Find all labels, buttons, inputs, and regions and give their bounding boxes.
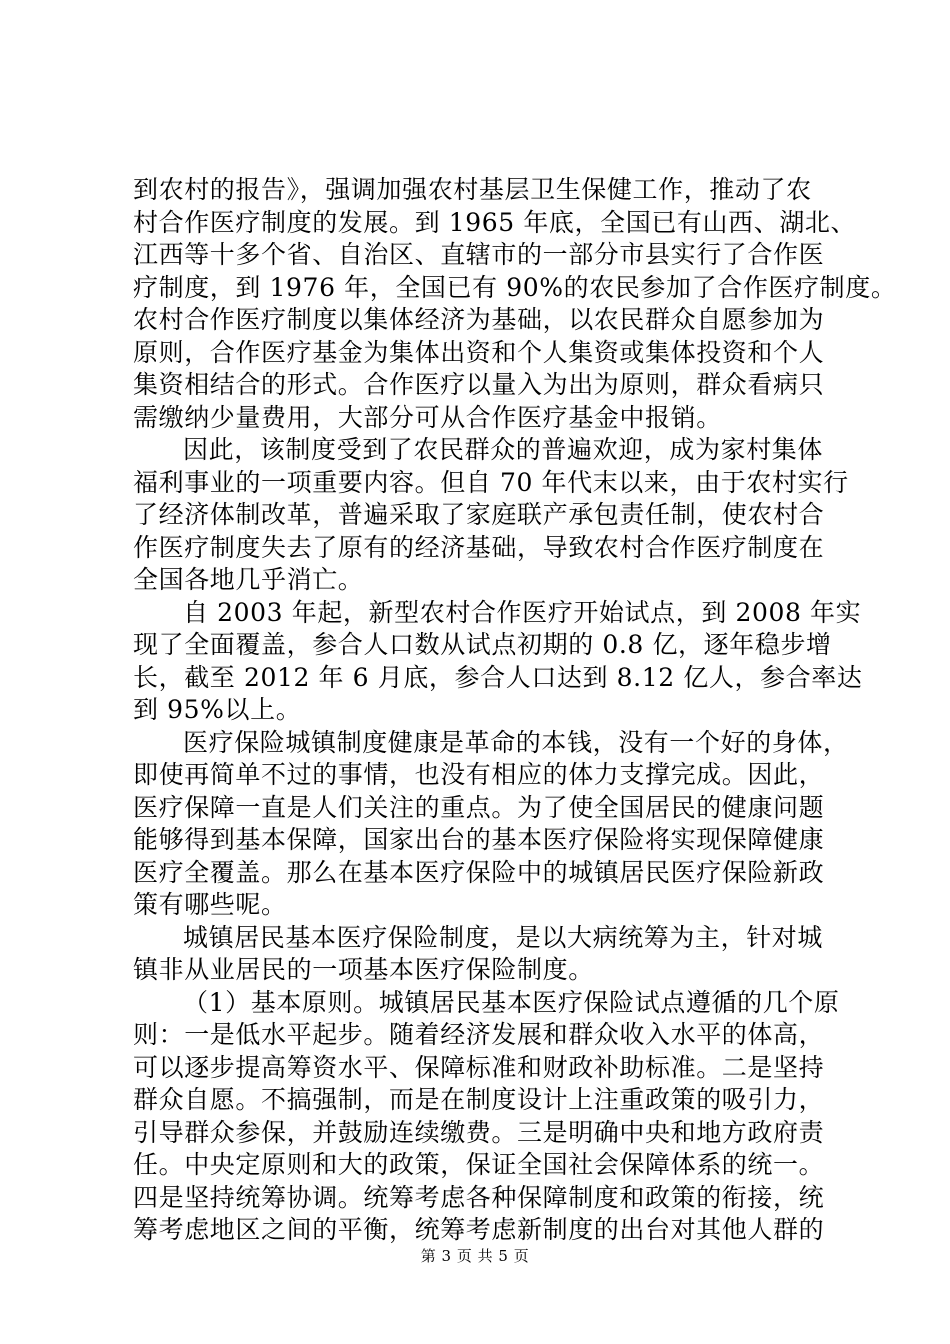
paragraph-first-line: 城镇居民基本医疗保险制度，是以大病统筹为主，针对城 (183, 922, 824, 952)
paragraph-first-line: （1）基本原则。城镇居民基本医疗保险试点遵循的几个原 (183, 987, 840, 1017)
text-line: 引导群众参保，并鼓励连续缴费。三是明确中央和地方政府责 (133, 1117, 825, 1147)
document-body (133, 174, 897, 1247)
text-line: 需缴纳少量费用，大部分可从合作医疗基金中报销。 (133, 402, 722, 432)
text-line: 筹考虑地区之间的平衡，统筹考虑新制度的出台对其他人群的 (133, 1215, 825, 1244)
paragraph-first-line: 医疗保险城镇制度健康是革命的本钱，没有一个好的身体， (183, 727, 849, 757)
text-line: 则：一是低水平起步。随着经济发展和群众收入水平的体高， (133, 1020, 825, 1049)
paragraph-first-line: 因此，该制度受到了农民群众的普遍欢迎，成为家村集体 (183, 435, 824, 464)
text-line: 即使再简单不过的事情，也没有相应的体力支撑完成。因此， (133, 760, 825, 789)
text-line: 可以逐步提高筹资水平、保障标准和财政补助标准。二是坚持 (133, 1052, 825, 1082)
text-line: 任。中央定原则和大的政策，保证全国社会保障体系的统一。 (133, 1150, 825, 1179)
paragraph-first-line: 自 2003 年起，新型农村合作医疗开始试点，到 2008 年实 (183, 597, 862, 627)
text-line: 长，截至 2012 年 6 月底，参合人口达到 8.12 亿人，参合率达 (133, 662, 863, 692)
text-line: 农村合作医疗制度以集体经济为基础，以农民群众自愿参加为 (133, 305, 825, 334)
text-line: 村合作医疗制度的发展。到 1965 年底，全国已有山西、湖北、 (133, 207, 857, 237)
text-line: 到农村的报告》，强调加强农村基层卫生保健工作，推动了农 (133, 175, 812, 204)
text-line: 作医疗制度失去了原有的经济基础，导致农村合作医疗制度在 (133, 532, 825, 562)
text-line: 策有哪些呢。 (133, 890, 287, 919)
text-line: 镇非从业居民的一项基本医疗保险制度。 (133, 955, 594, 984)
text-line: 医疗全覆盖。那么在基本医疗保险中的城镇居民医疗保险新政 (133, 857, 825, 887)
text-line: 到 95%以上。 (133, 695, 302, 724)
text-line: 福利事业的一项重要内容。但自 70 年代末以来，由于农村实行 (133, 467, 849, 497)
text-line: 医疗保障一直是人们关注的重点。为了使全国居民的健康问题 (133, 792, 825, 822)
text-line: 现了全面覆盖，参合人口数从试点初期的 0.8 亿，逐年稳步增 (133, 630, 832, 659)
text-line: 全国各地几乎消亡。 (133, 565, 364, 594)
text-line: 群众自愿。不搞强制，而是在制度设计上注重政策的吸引力， (133, 1085, 825, 1114)
text-line: 四是坚持统筹协调。统筹考虑各种保障制度和政策的衔接，统 (133, 1182, 825, 1212)
text-line: 疗制度，到 1976 年，全国已有 90%的农民参加了合作医疗制度。 (133, 272, 897, 302)
text-line: 原则，合作医疗基金为集体出资和个人集资或集体投资和个人 (133, 337, 825, 367)
text-line: 江西等十多个省、自治区、直辖市的一部分市县实行了合作医 (133, 240, 825, 269)
text-line: 集资相结合的形式。合作医疗以量入为出为原则，群众看病只 (133, 370, 825, 399)
text-line: 了经济体制改革，普遍采取了家庭联产承包责任制，使农村合 (133, 500, 825, 529)
page-number-footer: 第 3 页 共 5 页 (420, 1247, 530, 1265)
text-line: 能够得到基本保障，国家出台的基本医疗保险将实现保障健康 (133, 825, 825, 854)
